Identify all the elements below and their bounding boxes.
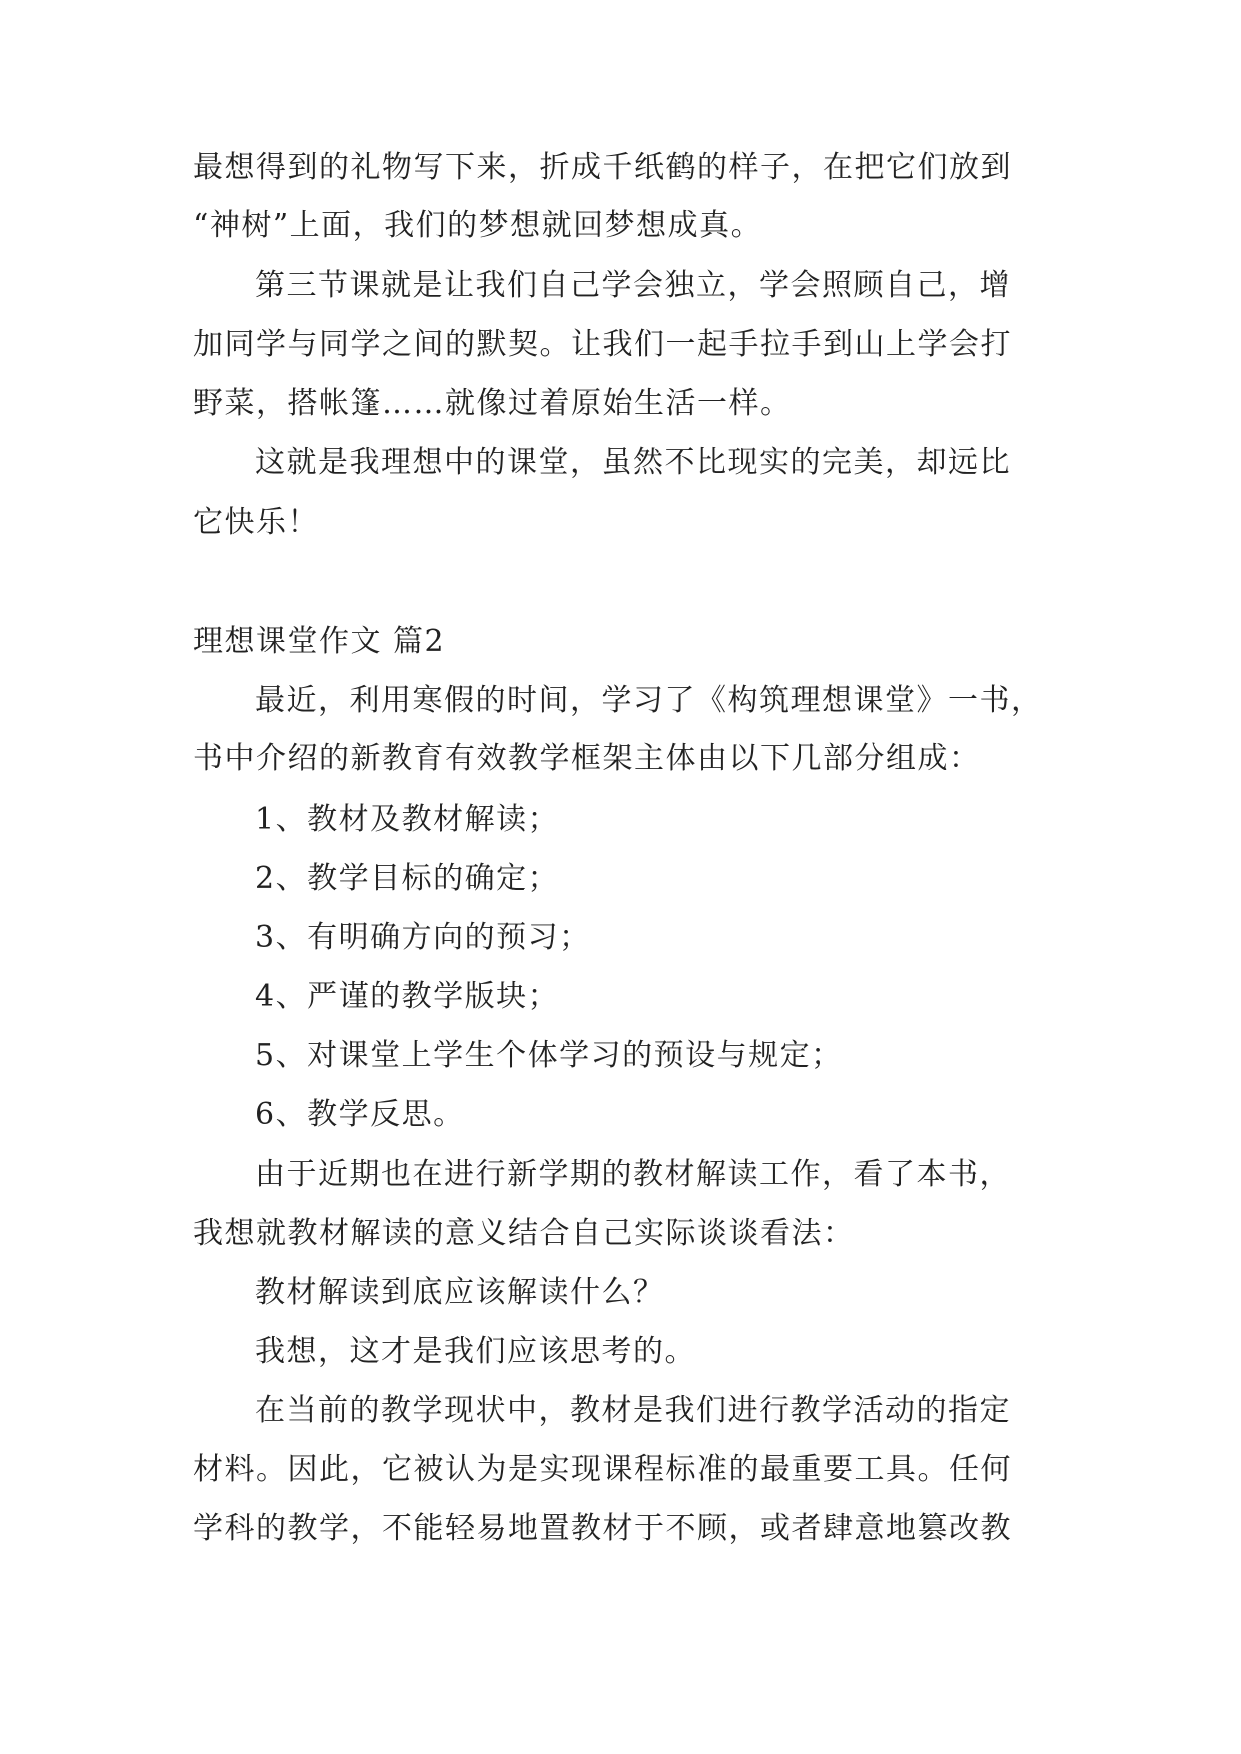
text-line: 野菜，搭帐篷……就像过着原始生活一样。 bbox=[193, 386, 792, 421]
list-item: 4、严谨的教学版块； bbox=[255, 979, 560, 1014]
paragraph-line: 最近，利用寒假的时间，学习了《构筑理想课堂》一书， bbox=[255, 683, 1043, 718]
list-item: 6、教学反思。 bbox=[255, 1097, 465, 1132]
paragraph-line: 教材解读到底应该解读什么？ bbox=[255, 1275, 665, 1310]
paragraph-line: 由于近期也在进行新学期的教材解读工作，看了本书， bbox=[255, 1157, 1011, 1192]
text-line: 加同学与同学之间的默契。让我们一起手拉手到山上学会打 bbox=[193, 327, 1012, 362]
section-heading: 理想课堂作文 篇2 bbox=[193, 624, 446, 659]
paragraph-line: 这就是我理想中的课堂，虽然不比现实的完美，却远比 bbox=[255, 445, 1011, 480]
text-line: 材料。因此，它被认为是实现课程标准的最重要工具。任何 bbox=[193, 1452, 1012, 1487]
text-line: 书中介绍的新教育有效教学框架主体由以下几部分组成： bbox=[193, 741, 981, 776]
text-line: “神树”上面，我们的梦想就回梦想成真。 bbox=[193, 208, 763, 243]
text-line: 我想就教材解读的意义结合自己实际谈谈看法： bbox=[193, 1216, 855, 1251]
paragraph-line: 在当前的教学现状中，教材是我们进行教学活动的指定 bbox=[255, 1393, 1011, 1428]
paragraph-line: 第三节课就是让我们自己学会独立，学会照顾自己，增 bbox=[255, 268, 1011, 303]
text-line: 它快乐！ bbox=[193, 505, 319, 540]
text-line: 学科的教学，不能轻易地置教材于不顾，或者肆意地篡改教 bbox=[193, 1511, 1012, 1546]
list-item: 2、教学目标的确定； bbox=[255, 861, 560, 896]
paragraph-line: 我想，这才是我们应该思考的。 bbox=[255, 1334, 696, 1369]
list-item: 1、教材及教材解读； bbox=[255, 802, 560, 837]
list-item: 5、对课堂上学生个体学习的预设与规定； bbox=[255, 1038, 843, 1073]
list-item: 3、有明确方向的预习； bbox=[255, 920, 591, 955]
text-line: 最想得到的礼物写下来，折成千纸鹤的样子，在把它们放到 bbox=[193, 150, 1012, 185]
